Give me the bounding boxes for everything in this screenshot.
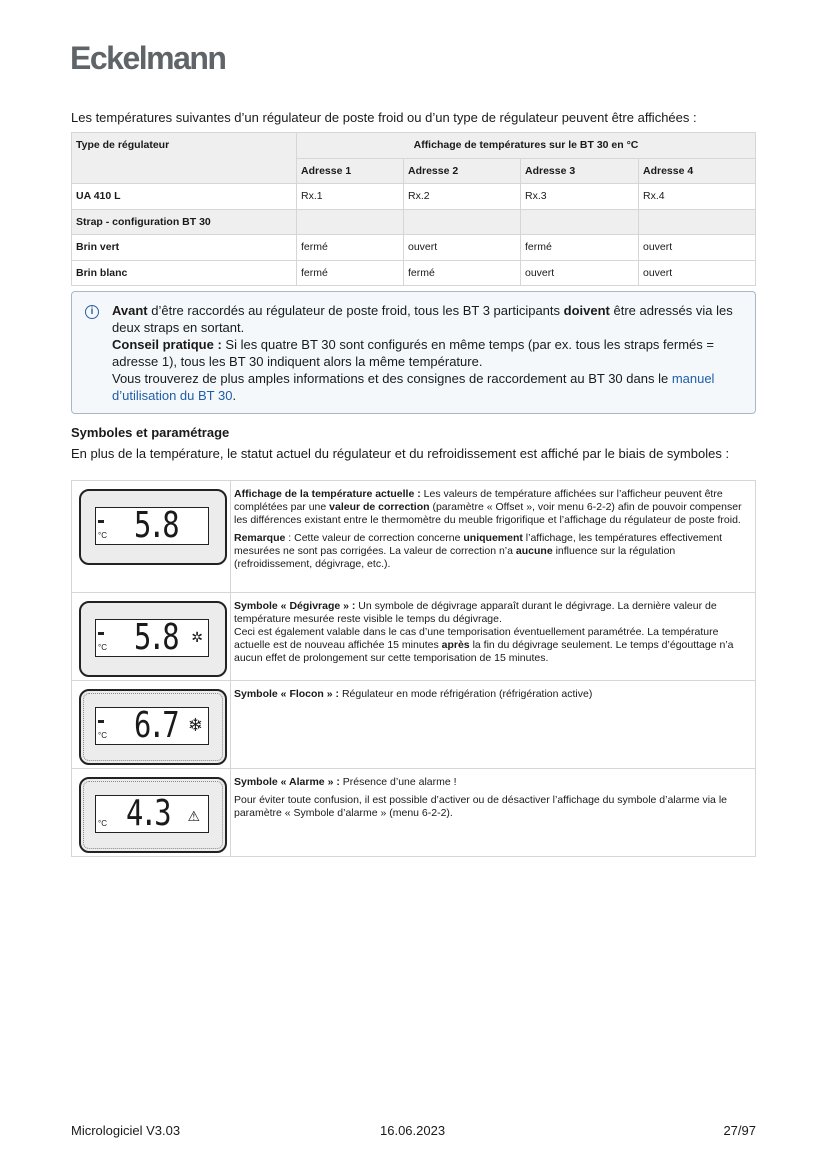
- desc-text: influence sur la régulation (refroidissement, dégivrage, etc.).: [234, 545, 676, 570]
- desc-text: la fin du dégivrage seulement. Le temps d’égouttage n’a aucun effet de prolongement sur cette temporisation de 15 minutes.: [234, 639, 734, 664]
- note-text: Conseil pratique :: [112, 337, 222, 352]
- footer-version: Micrologiciel V3.03: [71, 1123, 181, 1138]
- table-row: [72, 481, 756, 593]
- temperature-value: 4.3: [126, 795, 169, 833]
- unit: °C: [98, 643, 107, 652]
- eckelmann-logo: Eckelmann: [70, 40, 226, 76]
- alarm-icon: ⚠: [187, 808, 200, 824]
- desc-text: l’affichage, les températures effectivement mesurées ne sont pas corrigées. La valeur de correction n’a: [234, 532, 723, 557]
- cell: fermé: [297, 260, 404, 286]
- desc-text: Remarque: [234, 532, 286, 544]
- symbols-table: [71, 480, 756, 857]
- header-display: Affichage de températures sur le BT 30 en °C: [297, 133, 756, 159]
- cell: [639, 209, 756, 235]
- address-header: Adresse 4: [639, 158, 756, 184]
- cell: Rx.4: [639, 184, 756, 210]
- note-text: Si les quatre BT 30 sont configurés en même temps (par ex. tous les straps fermés = adresse 1), tous les BT 30 indiquent alors la même température.: [112, 337, 714, 369]
- cell: ouvert: [639, 260, 756, 286]
- cell: Rx.2: [404, 184, 521, 210]
- header-type: Type de régulateur: [72, 133, 297, 184]
- defrost-icon: ✲: [191, 629, 203, 645]
- address-header: Adresse 1: [297, 158, 404, 184]
- table-row: [72, 260, 756, 286]
- cell: fermé: [521, 235, 639, 261]
- table-row: [72, 769, 756, 857]
- cell: fermé: [297, 235, 404, 261]
- snowflake-icon: ❄: [187, 715, 203, 735]
- note-text: d’être raccordés au régulateur de poste froid, tous les BT 3 participants: [147, 303, 564, 318]
- note-text: doivent: [563, 303, 610, 318]
- unit: °C: [98, 531, 107, 540]
- row-label: Brin blanc: [72, 260, 297, 286]
- desc-text: : Cette valeur de correction concerne: [285, 532, 464, 544]
- note-text: Vous trouverez de plus amples informations et des consignes de raccordement au BT 30 dans le: [112, 371, 672, 386]
- cell: [404, 209, 521, 235]
- desc-text: Un symbole de dégivrage apparaît durant le dégivrage. La dernière valeur de température mesurée reste visible le temps du dégivrage.: [234, 600, 717, 625]
- intro-text: Les températures suivantes d’un régulateur de poste froid ou d’un type de régulateur peuvent être affichées :: [71, 110, 697, 125]
- row-label: UA 410 L: [72, 184, 297, 210]
- lcd-display: [79, 601, 227, 677]
- address-header: Adresse 3: [521, 158, 639, 184]
- desc-text: Symbole « Alarme » :: [234, 776, 340, 788]
- table-row: [72, 209, 756, 235]
- desc-text: Régulateur en mode réfrigération (réfrigération active): [339, 688, 593, 700]
- temperature-value: 5.8: [134, 507, 177, 545]
- row-label: Strap - configuration BT 30: [72, 209, 297, 235]
- unit: °C: [98, 731, 107, 740]
- note-text: Avant: [112, 303, 148, 318]
- manual-link[interactable]: manuel d’utilisation du BT 30: [112, 371, 715, 403]
- note-text: être adressés via les deux straps en sortant.: [112, 303, 733, 335]
- address-table: [71, 132, 756, 286]
- lcd-display: [79, 689, 227, 765]
- desc-text: Les valeurs de température affichées sur l’afficheur peuvent être complétées par une: [234, 488, 723, 513]
- section-heading: Symboles et paramétrage: [71, 425, 230, 440]
- desc-text: aucune: [515, 545, 553, 557]
- cell: ouvert: [404, 235, 521, 261]
- cell: Rx.1: [297, 184, 404, 210]
- cell: fermé: [404, 260, 521, 286]
- desc-text: uniquement: [463, 532, 523, 544]
- desc-text: Pour éviter toute confusion, il est possible d’activer ou de désactiver l’affichage du symbole d’alarme via le paramètre « Symbole d’alarme » (menu 6-2-2).: [234, 794, 727, 819]
- desc-text: (paramètre « Offset », voir menu 6-2-2) afin de pouvoir compenser les différences existant entre le thermomètre du meuble frigorifique et l’affichage du régulateur de poste froid.: [234, 501, 742, 526]
- cell: Rx.3: [521, 184, 639, 210]
- address-header: Adresse 2: [404, 158, 521, 184]
- cell: [297, 209, 404, 235]
- footer-date: 16.06.2023: [380, 1123, 446, 1138]
- row-label: Brin vert: [72, 235, 297, 261]
- desc-text: valeur de correction: [329, 501, 430, 513]
- desc-text: après: [441, 639, 470, 651]
- table-row: [72, 184, 756, 210]
- temperature-value: 6.7: [134, 707, 177, 745]
- cell: ouvert: [521, 260, 639, 286]
- info-note: [71, 291, 756, 414]
- lcd-display: [79, 777, 227, 853]
- desc-text: Ceci est également valable dans le cas d’une temporisation éventuellement paramétrée. La température actuelle est de nouveau affichée 15 minutes: [234, 626, 719, 651]
- table-row: [72, 593, 756, 681]
- temperature-value: 5.8: [134, 619, 177, 657]
- desc-text: Symbole « Flocon » :: [234, 688, 340, 700]
- footer-page: 27/97: [723, 1123, 756, 1138]
- unit: °C: [98, 819, 107, 828]
- note-text: .: [232, 388, 237, 403]
- table-row: [72, 235, 756, 261]
- desc-text: Affichage de la température actuelle :: [234, 488, 421, 500]
- desc-text: Symbole « Dégivrage » :: [234, 600, 356, 612]
- section-paragraph: En plus de la température, le statut actuel du régulateur et du refroidissement est affiché par le biais de symboles :: [71, 446, 730, 461]
- desc-text: Présence d’une alarme !: [339, 776, 457, 788]
- cell: [521, 209, 639, 235]
- lcd-display: [79, 489, 227, 565]
- cell: ouvert: [639, 235, 756, 261]
- table-row: [72, 681, 756, 769]
- info-icon: i: [85, 305, 99, 319]
